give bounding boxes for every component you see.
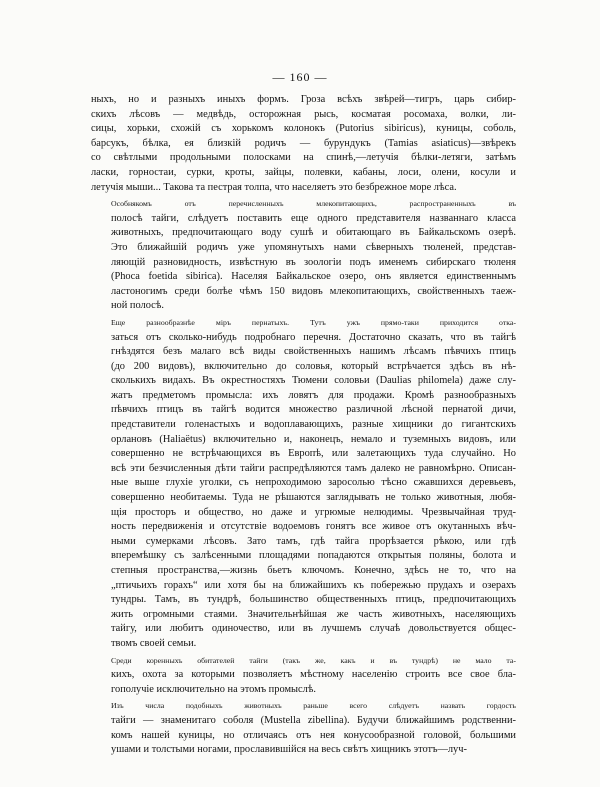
text-line: заться отъ сколько-нибудь подробнаго перечня. Достаточно сказать, что въ тайгѣ — [111, 331, 516, 343]
text-line: сколькихъ видахъ. Въ окрестностяхъ Тюмени соловьи (Daulias philomela) даже слу- — [111, 375, 516, 387]
text-line: „птичьихъ горахъ“ или хотя бы на ближайшихъ къ побережью прудахъ и озерахъ — [111, 579, 516, 591]
paragraph — [91, 316, 516, 652]
text-line: Еще разнообразнѣе міръ пернатыхъ. Тутъ ужъ прямо-таки приходится отка- — [111, 317, 516, 327]
text-line: тайгу, или любитъ одиночество, или въ лучшемъ случаѣ довольствуется общес- — [111, 623, 516, 635]
text-line: ушами и толстыми ногами, прославившійся на весь свѣтъ хищникъ этотъ—луч- — [111, 744, 467, 756]
text-line: ныхъ, но и разныхъ иныхъ формъ. Гроза всѣхъ звѣрей—тигръ, царь сибир- — [91, 94, 516, 105]
text-line: ляющій разновидность, извѣстную въ зоологіи подъ именемъ сибирскаго тюленя — [111, 256, 516, 268]
text-line: ность передвиженія и отсутствіе водоемовъ гонятъ все живое отъ окутанныхъ вѣч- — [111, 521, 516, 533]
text-line: комъ нашей куницы, но отличаясь отъ нея конусообразной головой, большими — [111, 729, 516, 741]
text-line: Особнякомъ отъ перечисленныхъ млекопитающихъ, распространенныхъ въ — [111, 199, 516, 209]
text-line: Это ближайшій родичъ уже упомянутыхъ нами сѣверныхъ тюленей, представ- — [111, 241, 516, 253]
text-line: совершенно не встрѣчающихся въ Европѣ, или залетающихъ туда случайно. Но — [111, 448, 516, 460]
text-line: животныхъ, предпочитающаго воду сушѣ и обитающаго въ Байкальскомъ озерѣ. — [111, 227, 516, 239]
text-line: твомъ своей семьи. — [111, 637, 197, 649]
text-line: ные выше глухіе уголки, съ непроходимою заросолью тѣсно сжавшихся деревьевъ, — [111, 477, 516, 489]
text-line: скихъ лѣсовъ — медвѣдь, осторожная рысь, косматая росомаха, волки, ли- — [91, 108, 516, 120]
paragraph — [91, 654, 516, 698]
text-line: гополучіе исключительно на этомъ промыслѣ. — [111, 683, 317, 695]
text-line: представители голенастыхъ и водоплавающихъ, разные хищники до гигантскихъ — [111, 419, 516, 431]
text-line: тундры. Тамъ, въ тундрѣ, большинство общественныхъ птицъ, предпочитающихъ — [111, 594, 516, 606]
text-line: жатъ предметомъ промысла: ихъ ловятъ для продажи. Кромѣ разнообразныхъ — [111, 389, 516, 401]
text-line: степныя пространства,—жизнь бьетъ ключомъ. Конечно, здѣсь не то, что на — [111, 565, 516, 576]
text-line: орлановъ (Haliaëtus) включительно и, наконецъ, немало и туземныхъ видовъ, или — [111, 433, 516, 445]
text-line: полосѣ тайги, слѣдуетъ поставить еще одного представителя названнаго класса — [111, 212, 516, 224]
text-line: (до 200 видовъ), включительно до соловья, который встрѣчается здѣсь въ нѣ- — [111, 360, 516, 372]
text-line: тайги — знаменитаго соболя (Mustella zibellina). Будучи ближайшимъ родственни- — [111, 714, 516, 726]
page-number: — 160 — — [272, 70, 328, 84]
text-line: барсукъ, бѣлка, ея близкій родичъ — бурундукъ (Tamias asiaticus)—звѣрекъ — [91, 137, 516, 149]
text-line: Изъ числа подобныхъ животныхъ раньше всего слѣдуетъ назвать гордость — [111, 701, 516, 711]
text-line: всѣ эти безчисленныя дѣти тайги распредѣляются тамъ далеко не равномѣрно. Описан- — [111, 462, 516, 474]
text-line: Среди коренныхъ обитателей тайги (такъ же, какъ и въ тундрѣ) не мало та- — [111, 655, 516, 665]
paragraph — [91, 197, 516, 314]
paragraph — [91, 93, 516, 195]
text-line: вперемѣшку съ залѣсенными площадями попадаются открытыя поляны, болота и — [111, 550, 516, 562]
text-line: ными сумерками лѣсовъ. Зато тамъ, гдѣ тайга прорѣзается рѣкою, или гдѣ — [111, 535, 516, 547]
text-line: гнѣздятся безъ малаго всѣ виды свойственныхъ нашимъ лѣсамъ пѣвчихъ птицъ — [111, 346, 516, 358]
text-line: ластоногимъ среди болѣе чѣмъ 150 видовъ млекопитающихъ, свойственныхъ таеж- — [111, 285, 516, 297]
text-line: пѣвчихъ птицъ въ тайгѣ водится множество различной лѣсной пернатой дичи, — [111, 404, 516, 416]
text-line: со свѣтлыми продольными полосками на спинѣ,—летучія бѣлки-летяги, затѣмъ — [91, 152, 516, 164]
text-line: жить огромными стаями. Значительнѣйшая же часть животныхъ, населяющихъ — [111, 608, 516, 620]
text-line: щія просторъ и общество, но даже и угрюмые нелюдимы. Чрезвычайная труд- — [111, 506, 516, 518]
text-line: ной полосѣ. — [111, 300, 165, 312]
text-line: (Phoca foetida sibirica). Населяя Байкальское озеро, онъ является единственнымъ — [111, 271, 516, 283]
text-line: сицы, хорьки, схожій съ хорькомъ колонокъ (Putorius sibiricus), куницы, соболь, — [91, 123, 516, 135]
paragraph — [91, 699, 516, 757]
body-text — [91, 93, 516, 760]
text-line: совершенно необитаемы. Туда не рѣшаются заглядывать не только животныя, любя- — [111, 492, 516, 504]
text-line: ласки, горностаи, сурки, кроты, зайцы, полевки, кабаны, лоси, олени, косули и — [91, 166, 516, 178]
text-line: кихъ, охота за которыми позволяетъ мѣстному населенію строить все свое бла- — [111, 669, 516, 681]
text-line: летучія мыши... Такова та пестрая толпа, что населяетъ это безбрежное море лѣса. — [91, 181, 457, 193]
